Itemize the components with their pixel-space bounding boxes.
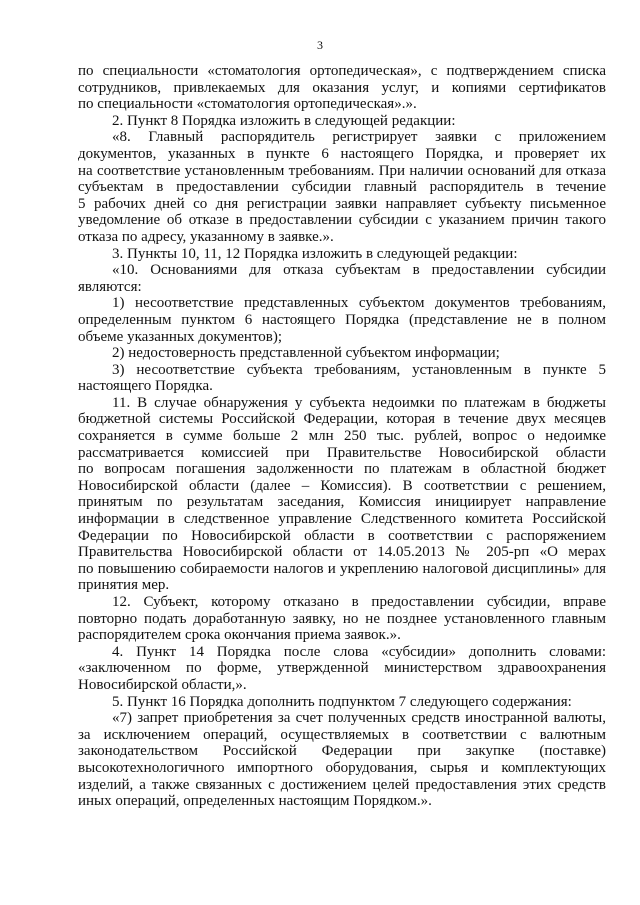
text-line: 1) несоответствие представленных субъектом документов требованиям, bbox=[112, 295, 606, 312]
text-line: являются: bbox=[78, 278, 142, 295]
text-line: «10. Основаниями для отказа субъектам в предоставлении субсидии bbox=[112, 262, 606, 279]
text-line: сохраняется в сумме больше 2 млн 250 тыс. рублей, вопрос о недоимке bbox=[78, 428, 606, 445]
text-line: Правительства Новосибирской области от 14.05.2013 № 205-рп «О мерах bbox=[78, 544, 606, 561]
text-line: 3) несоответствие субъекта требованиям, установленным в пункте 5 bbox=[112, 361, 606, 378]
text-line: по специальности «стоматология ортопедическая».». bbox=[78, 96, 417, 113]
text-line: 2. Пункт 8 Порядка изложить в следующей редакции: bbox=[112, 112, 456, 129]
text-line: 5. Пункт 16 Порядка дополнить подпунктом 7 следующего содержания: bbox=[112, 693, 572, 710]
text-line: 5 рабочих дней со дня регистрации заявки направляет субъекту письменное bbox=[78, 195, 606, 212]
text-line: субъектам в предоставлении субсидии главный распорядитель в течение bbox=[78, 179, 606, 196]
text-line: рассматривается комиссией при Правительстве Новосибирской области bbox=[78, 444, 606, 461]
text-line: по специальности «стоматология ортопедическая», с подтверждением списка bbox=[78, 63, 606, 79]
text-line: определенным пунктом 6 настоящего Порядка (представление не в полном bbox=[78, 311, 606, 328]
text-line: «заключенном по форме, утвержденной министерством здравоохранения bbox=[78, 660, 606, 677]
text-line: 3. Пункты 10, 11, 12 Порядка изложить в следующей редакции: bbox=[112, 245, 518, 262]
text-line: высокотехнологичного импортного оборудования, сырья и комплектующих bbox=[78, 759, 606, 776]
text-line: «7) запрет приобретения за счет полученных средств иностранной валюты, bbox=[112, 710, 606, 727]
text-line: отказа по адресу, указанному в заявке.». bbox=[78, 228, 334, 245]
text-line: Федерации по Новосибирской области в соответствии с распоряжением bbox=[78, 527, 606, 544]
text-line: иных операций, определенных настоящим Порядком.». bbox=[78, 793, 432, 810]
text-line: законодательством Российской Федерации при закупке (поставке) bbox=[78, 743, 606, 760]
text-line: изделий, а также связанных с достижением целей предоставления этих средств bbox=[78, 776, 606, 793]
text-line: документов, указанных в пункте 6 настоящего Порядка, и проверяет их bbox=[78, 145, 606, 162]
text-line: принятым по результатам заседания, Комиссия инициирует направление bbox=[78, 494, 606, 511]
text-line: 12. Субъект, которому отказано в предоставлении субсидии, вправе bbox=[112, 594, 606, 610]
text-line: бюджетной системы Российской Федерации, которая в течение двух месяцев bbox=[78, 411, 606, 428]
text-line: по повышению собираемости налогов и укреплению налоговой дисциплины» для bbox=[78, 560, 606, 577]
text-line: объеме указанных документов); bbox=[78, 328, 283, 345]
text-line: информации в следственное управление Следственного комитета Российской bbox=[78, 511, 606, 528]
text-line: повторно подать доработанную заявку, но не позднее установленного главным bbox=[78, 610, 606, 627]
text-line: по вопросам погашения задолженности по платежам в областной бюджет bbox=[78, 461, 606, 478]
text-line: принятия мер. bbox=[78, 577, 170, 594]
page-number: 3 bbox=[317, 38, 323, 52]
text-line: Новосибирской области (далее – Комиссия). В соответствии с решением, bbox=[78, 477, 606, 494]
document-body bbox=[78, 63, 606, 810]
text-line: 4. Пункт 14 Порядка после слова «субсидии» дополнить словами: bbox=[112, 643, 606, 660]
text-line: за исключением операций, осуществляемых в соответствии с валютным bbox=[78, 726, 606, 743]
text-line: 2) недостоверность представленной субъектом информации; bbox=[112, 345, 500, 362]
text-line: сотрудников, привлекаемых для оказания услуг, и копиями сертификатов bbox=[78, 79, 606, 96]
text-line: Новосибирской области,». bbox=[78, 676, 247, 693]
text-line: настоящего Порядка. bbox=[78, 378, 213, 395]
text-line: 11. В случае обнаружения у субъекта недоимки по платежам в бюджеты bbox=[112, 394, 606, 411]
text-line: «8. Главный распорядитель регистрирует заявки с приложением bbox=[112, 129, 606, 146]
text-line: на соответствие установленным требованиям. При наличии оснований для отказа bbox=[78, 162, 606, 179]
text-line: уведомление об отказе в предоставлении субсидии с указанием причин такого bbox=[78, 212, 606, 229]
text-line: распорядителем срока окончания приема заявок.». bbox=[78, 627, 401, 644]
